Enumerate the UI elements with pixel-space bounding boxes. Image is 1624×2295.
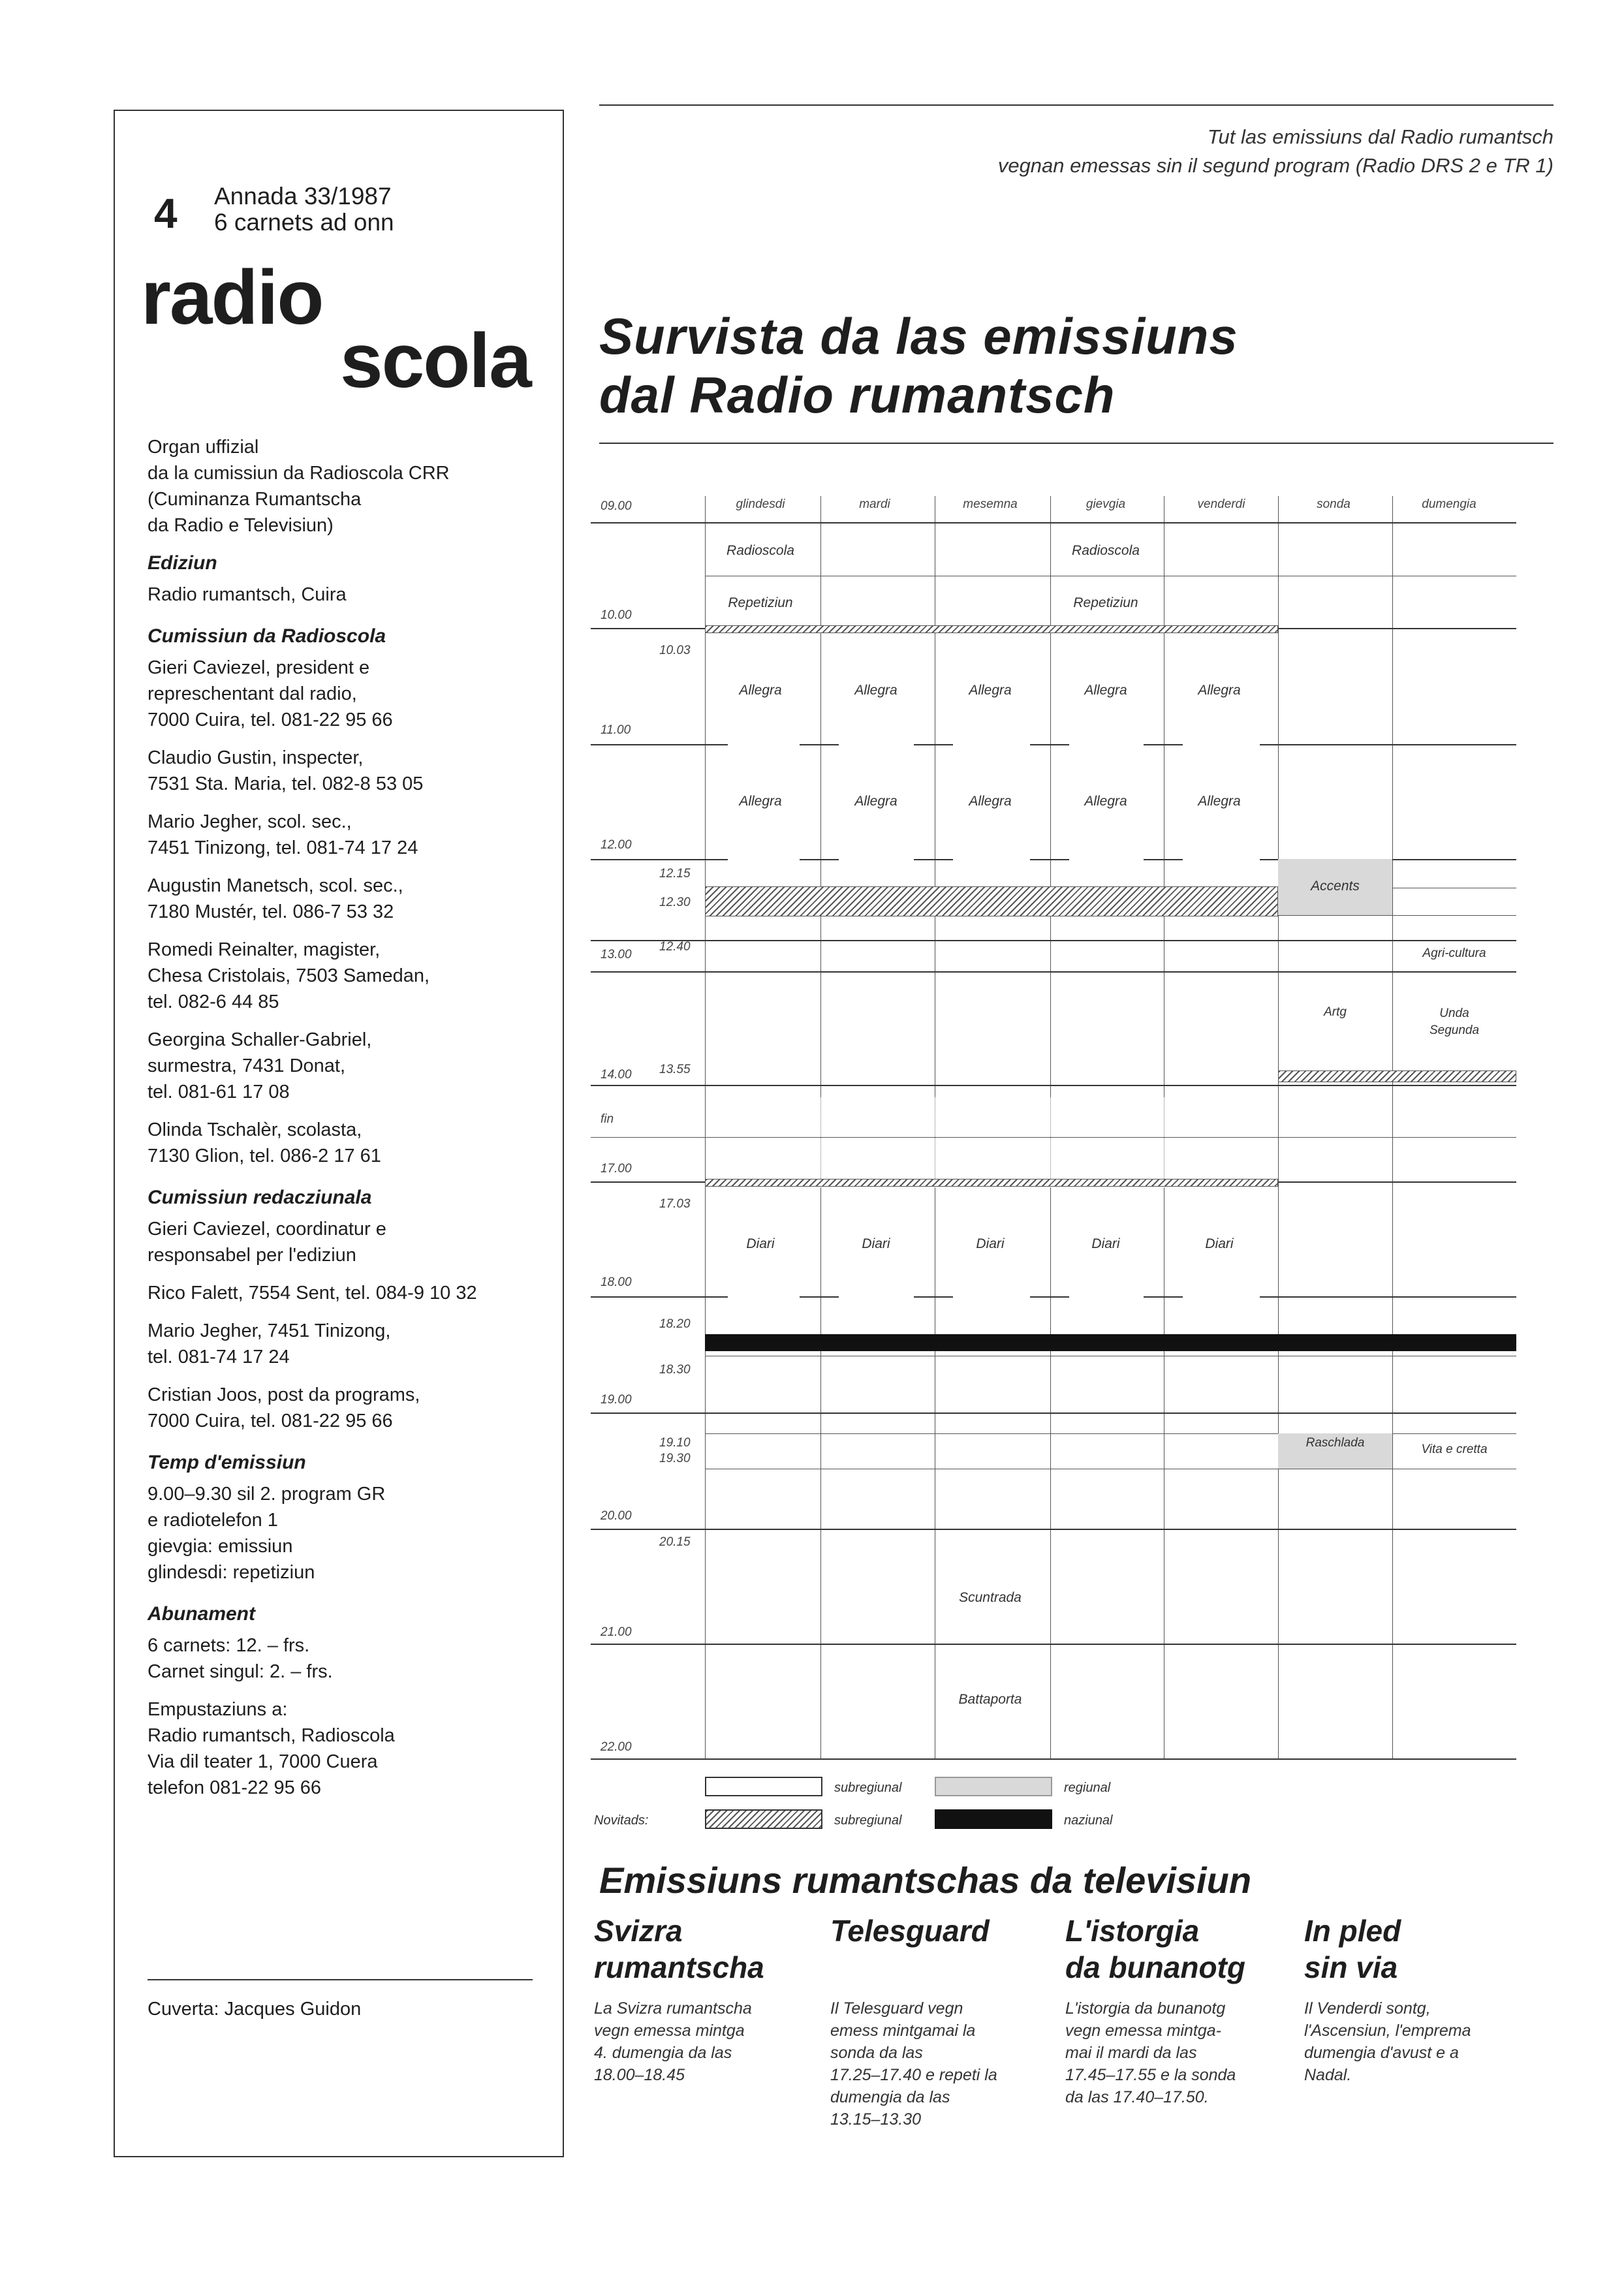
tv-column-text: Il Telesguard vegn emess mintgamai la sonda da las 17.25–17.40 e repeti la dumengia da las 13.15–13.30: [830, 1999, 997, 2129]
sub-time-label: 17.03: [659, 1197, 691, 1211]
commission-member: Augustin Manetsch, scol. sec., 7180 Mustér, tel. 086-7 53 32: [148, 875, 403, 922]
hour-line: [591, 1529, 1516, 1530]
time-label: fin: [601, 1112, 614, 1126]
program-label: Radioscola: [1072, 543, 1140, 558]
time-label: 10.00: [601, 608, 632, 622]
hour-line: [1144, 1296, 1183, 1298]
sub-time-label: 10.03: [659, 644, 691, 657]
program-label: Allegra: [969, 683, 1012, 698]
hour-line: [800, 859, 839, 860]
program-label: Allegra: [739, 683, 782, 698]
program-label: Diari: [862, 1236, 890, 1251]
program-label: Radioscola: [726, 543, 794, 558]
hour-line: [800, 1296, 839, 1298]
hour-line: [591, 744, 728, 745]
organ-text: Organ uffizial da la cumissiun da Radioscola CRR (Cuminanza Rumantscha da Radio e Televisiun): [148, 437, 450, 536]
day-header: glindesdi: [736, 497, 785, 511]
hour-line: [1030, 859, 1069, 860]
tv-column: [830, 1912, 1046, 2131]
sub-time-label: 19.30: [659, 1452, 691, 1465]
time-label: 13.00: [601, 948, 632, 961]
hour-line: [591, 1137, 1516, 1138]
day-header: dumengia: [1422, 497, 1476, 511]
masthead-info: [148, 434, 552, 1813]
hour-line: [914, 859, 953, 860]
sub-time-label: 18.20: [659, 1317, 691, 1331]
program-label: Diari: [746, 1236, 775, 1251]
redaction-heading: Cumissiun redacziunala: [148, 1187, 372, 1208]
time-label: 17.00: [601, 1162, 632, 1176]
header-note-text: Tut las emissiuns dal Radio rumantsch vegnan emessas sin il segund program (Radio DRS 2 e TR 1): [997, 125, 1554, 177]
column-line: [1278, 496, 1279, 1758]
payment-text: Empustaziuns a: Radio rumantsch, Radioscola Via dil teater 1, 7000 Cuera telefon 081-22 95 66: [148, 1699, 395, 1798]
masthead-box: [114, 110, 564, 2157]
column-line: [1050, 1097, 1051, 1188]
program-label: Repetiziun: [1073, 595, 1138, 610]
tv-section-title: Emissiuns rumantschas da televisiun: [599, 1860, 1252, 1901]
program-label: Allegra: [1084, 794, 1127, 809]
sub-time-label: 19.10: [659, 1436, 691, 1450]
divider: [599, 104, 1554, 106]
program-label: Diari: [976, 1236, 1005, 1251]
program-label: Repetiziun: [728, 595, 793, 610]
novitads-band: [705, 625, 1278, 633]
hour-line: [591, 1413, 1516, 1414]
masthead-title-radio: radio: [141, 255, 323, 341]
program-label: Vita e cretta: [1421, 1443, 1488, 1456]
subscription-text: 6 carnets: 12. – frs. Carnet singul: 2. – frs.: [148, 1635, 333, 1682]
program-label: Allegra: [1198, 683, 1241, 698]
sub-time-label: 13.55: [659, 1063, 691, 1076]
header-note: [599, 123, 1554, 180]
commission-member: Gieri Caviezel, president e represchentant dal radio, 7000 Cuira, tel. 081-22 95 66: [148, 657, 393, 730]
tv-column-heading: In pled sin via: [1304, 1914, 1401, 1984]
program-label: Diari: [1205, 1236, 1234, 1251]
tv-column-heading: Svizra rumantscha: [594, 1914, 764, 1984]
masthead-title-scola: scola: [340, 318, 531, 404]
sub-time-label: 12.30: [659, 896, 691, 909]
commission-member: Olinda Tschalèr, scolasta, 7130 Glion, tel. 086-2 17 61: [148, 1119, 381, 1166]
day-header: mardi: [859, 497, 890, 511]
program-label: Allegra: [854, 683, 898, 698]
hour-line: [1144, 744, 1183, 745]
redaction-member: Mario Jegher, 7451 Tinizong, tel. 081-74 17 24: [148, 1320, 391, 1367]
time-label: 11.00: [601, 723, 631, 737]
issue-year: Annada 33/1987: [214, 183, 392, 210]
program-label: Accents: [1311, 879, 1360, 894]
hour-line: [1030, 1296, 1069, 1298]
program-label: Raschlada: [1305, 1436, 1365, 1450]
legend-novitads-swatch: [705, 1809, 822, 1829]
commission-member: Romedi Reinalter, magister, Chesa Cristolais, 7503 Samedan, tel. 082-6 44 85: [148, 939, 430, 1012]
tv-column: [594, 1912, 809, 2086]
commission-member: Mario Jegher, scol. sec., 7451 Tinizong, tel. 081-74 17 24: [148, 811, 418, 858]
issue-number: 4: [154, 190, 178, 237]
time-label: 19.00: [601, 1393, 632, 1407]
time-label: 22.00: [601, 1740, 632, 1754]
subscription-heading: Abunament: [148, 1603, 255, 1625]
legend-label: subregiunal: [834, 1813, 902, 1828]
broadcast-heading: Temp d'emissiun: [148, 1452, 306, 1473]
novitads-band: [1278, 1070, 1516, 1082]
redaction-member: Rico Falett, 7554 Sent, tel. 084-9 10 32: [148, 1283, 477, 1304]
legend-label: subregiunal: [834, 1781, 902, 1795]
legend-subregional-swatch: [705, 1777, 822, 1796]
novitads-band: [705, 1179, 1278, 1187]
program-label: Artg: [1324, 1005, 1347, 1019]
edition-heading: Ediziun: [148, 552, 217, 574]
hour-line: [914, 1296, 953, 1298]
time-label: 09.00: [601, 499, 632, 513]
legend-label: regiunal: [1064, 1781, 1111, 1795]
cover-credit: Cuverta: Jacques Guidon: [148, 1999, 362, 2020]
day-header: venderdi: [1197, 497, 1245, 511]
legend-regional-swatch: [935, 1777, 1052, 1796]
hour-line: [591, 940, 1516, 941]
tv-column-text: Il Venderdi sontg, l'Ascensiun, l'emprema dumengia d'avust e a Nadal.: [1304, 1999, 1471, 2084]
hour-line: [1260, 1296, 1516, 1298]
sub-time-label: 18.30: [659, 1363, 691, 1377]
day-header: gievgia: [1085, 497, 1126, 511]
tv-column-heading: L'istorgia da bunanotg: [1065, 1914, 1245, 1984]
commission-member: Claudio Gustin, inspecter, 7531 Sta. Maria, tel. 082-8 53 05: [148, 747, 424, 794]
hour-line: [591, 859, 728, 860]
program-label: Allegra: [969, 794, 1012, 809]
program-label: Battaporta: [958, 1692, 1022, 1707]
page-title: Survista da las emissiuns dal Radio rumantsch: [599, 307, 1238, 424]
time-label: 18.00: [601, 1275, 632, 1289]
program-label: Diari: [1091, 1236, 1120, 1251]
time-label: 14.00: [601, 1068, 632, 1082]
column-line: [820, 1097, 821, 1188]
tv-column-heading: Telesguard: [830, 1914, 990, 1948]
commission-heading: Cumissiun da Radioscola: [148, 625, 386, 647]
column-line: [820, 1188, 821, 1758]
tv-column: [1304, 1912, 1520, 2086]
hour-line: [1260, 744, 1516, 745]
sub-time-label: 20.15: [659, 1535, 691, 1549]
tv-column: [1065, 1912, 1281, 2108]
program-label: Allegra: [1084, 683, 1127, 698]
quarter-line: [705, 1433, 1516, 1434]
issue-frequency: 6 carnets ad onn: [214, 209, 394, 236]
redaction-member: Cristian Joos, post da programs, 7000 Cuira, tel. 081-22 95 66: [148, 1384, 420, 1431]
hour-line: [591, 1758, 1516, 1760]
column-line: [1050, 1188, 1051, 1758]
sub-time-label: 12.40: [659, 940, 691, 954]
divider: [599, 443, 1554, 444]
hour-line: [1030, 744, 1069, 745]
divider: [148, 1979, 533, 1980]
time-label: 12.00: [601, 838, 632, 852]
program-label: Allegra: [1198, 794, 1241, 809]
column-line: [1392, 496, 1393, 1758]
edition-text: Radio rumantsch, Cuira: [148, 584, 347, 605]
legend-novitads-label: Novitads:: [594, 1813, 649, 1828]
hour-line: [591, 1085, 1516, 1086]
hour-line: [1144, 859, 1183, 860]
hour-line: [800, 744, 839, 745]
hour-line: [914, 744, 953, 745]
program-label: Allegra: [739, 794, 782, 809]
novitads-band: [705, 886, 1278, 916]
hour-line: [591, 1296, 728, 1298]
time-label: 21.00: [601, 1625, 632, 1639]
time-label: 20.00: [601, 1509, 632, 1523]
program-label: Unda Segunda: [1429, 1007, 1480, 1037]
day-header: mesemna: [963, 497, 1018, 511]
tv-column-text: L'istorgia da bunanotg vegn emessa mintga- mai il mardi da las 17.45–17.55 e la sonda da las 17.40–17.50.: [1065, 1999, 1236, 2106]
day-header: sonda: [1317, 497, 1351, 511]
sub-time-label: 12.15: [659, 867, 691, 881]
tv-column-text: La Svizra rumantscha vegn emessa mintga 4. dumengia da las 18.00–18.45: [594, 1999, 752, 2084]
national-band: [705, 1334, 1516, 1351]
hour-line: [591, 971, 1516, 973]
program-label: Scuntrada: [959, 1590, 1022, 1605]
broadcast-text: 9.00–9.30 sil 2. program GR e radiotelefon 1 gievgia: emissiun glindesdi: repetiziun: [148, 1484, 386, 1583]
redaction-member: Gieri Caviezel, coordinatur e responsabel per l'ediziun: [148, 1219, 386, 1266]
legend-national-swatch: [935, 1809, 1052, 1829]
program-label: Agri-cultura: [1422, 946, 1486, 960]
commission-member: Georgina Schaller-Gabriel, surmestra, 7431 Donat, tel. 081-61 17 08: [148, 1029, 372, 1102]
legend-label: naziunal: [1064, 1813, 1113, 1828]
hour-line: [591, 522, 1516, 523]
program-label: Allegra: [854, 794, 898, 809]
hour-line: [591, 1644, 1516, 1645]
